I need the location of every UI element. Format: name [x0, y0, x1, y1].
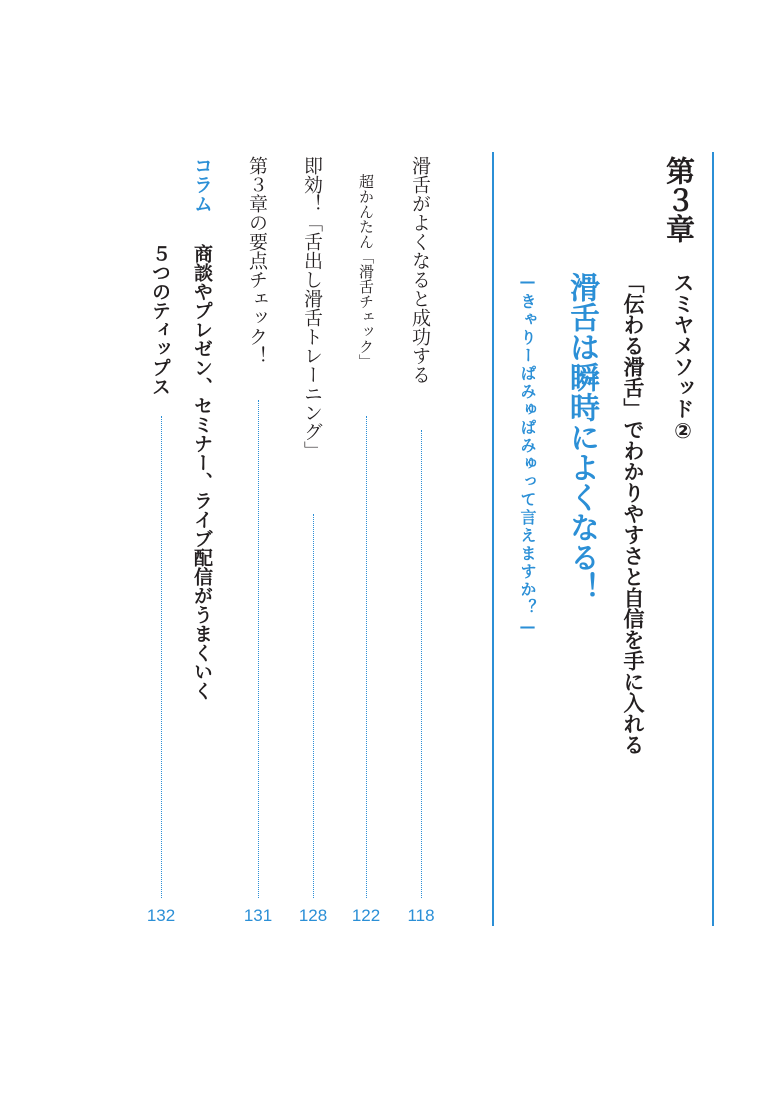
toc-leader-dots: [161, 416, 162, 898]
toc-page-number[interactable]: 128: [298, 906, 328, 925]
toc-entry-title[interactable]: 第３章の要点チェック！: [246, 156, 268, 365]
toc-leader-dots: [421, 430, 422, 898]
column-title-line1[interactable]: 商談やプレゼン、セミナー、ライブ配信がうまくいく: [191, 244, 213, 700]
chapter-method: スミヤメソッド②: [671, 272, 695, 443]
chapter-rule-right: [712, 152, 714, 926]
toc-entry-title[interactable]: 滑舌がよくなると成功する: [409, 156, 431, 384]
toc-leader-dots: [258, 400, 259, 898]
chapter-subtitle: 「伝わる滑舌」でわかりやすさと自信を手に入れる: [621, 272, 645, 755]
column-title-line2[interactable]: ５つのティップス: [149, 244, 171, 396]
toc-leader-dots: [313, 514, 314, 898]
chapter-tagline: —きゃりーぱみゅぱみゅって言えますか？—: [518, 272, 537, 638]
toc-page-number[interactable]: 118: [407, 906, 435, 925]
toc-page-number[interactable]: 132: [146, 906, 176, 925]
toc-leader-dots: [366, 416, 367, 898]
chapter-rule-left: [492, 152, 494, 926]
chapter-headline: 滑舌は瞬時によくなる！: [564, 272, 599, 602]
toc-page-number[interactable]: 122: [351, 906, 381, 925]
chapter-label: 第３章: [662, 156, 696, 243]
toc-entry-title[interactable]: 超かんたん「滑舌チェック」: [357, 174, 375, 369]
toc-page-number[interactable]: 131: [243, 906, 273, 925]
column-label: コラム: [191, 156, 213, 213]
toc-entry-title[interactable]: 即効！「舌出し滑舌トレーニング」: [301, 156, 323, 460]
